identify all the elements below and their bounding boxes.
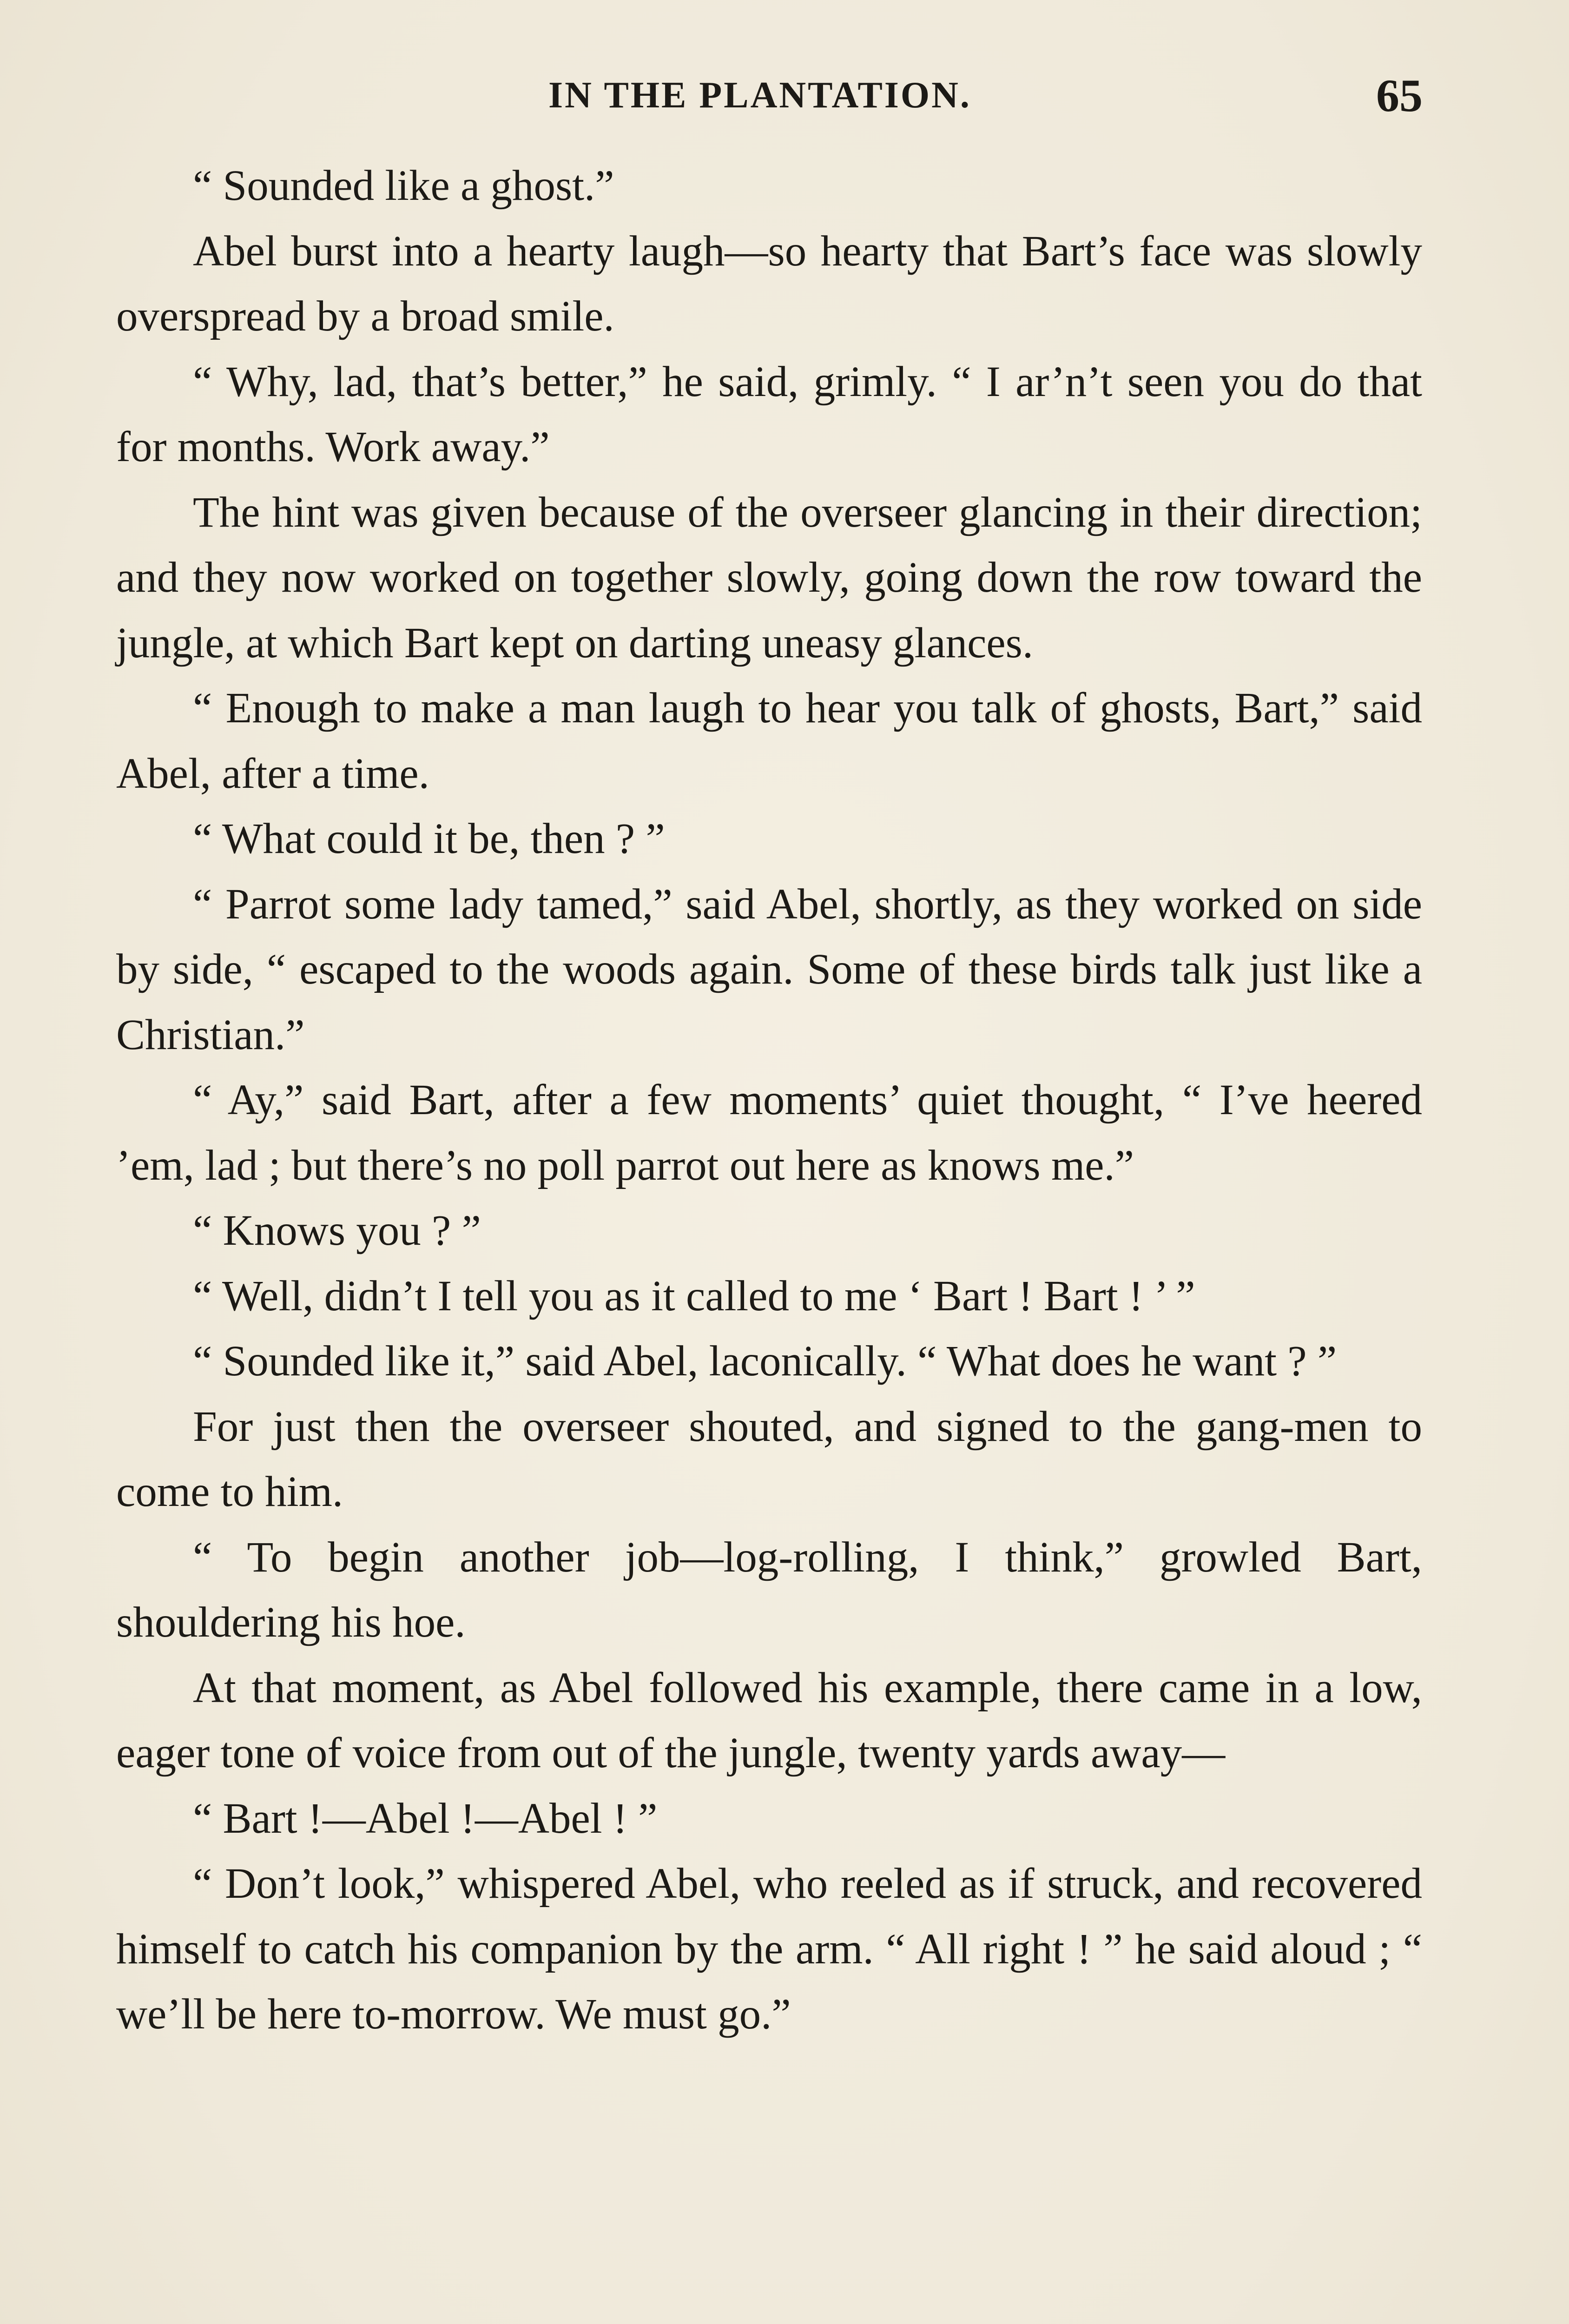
paragraph: “ Parrot some lady tamed,” said Abel, shortly, as they worked on side by side, “ escaped to the woods again. Some of these birds talk just like a Christian.” bbox=[116, 880, 1422, 1059]
paragraph: “ Bart !—Abel !—Abel ! ” bbox=[193, 1794, 658, 1842]
paragraph: “ What could it be, then ? ” bbox=[193, 815, 665, 863]
paragraph: “ Sounded like it,” said Abel, laconically. “ What does he want ? ” bbox=[193, 1337, 1337, 1385]
paragraph: “ Knows you ? ” bbox=[193, 1207, 481, 1254]
paragraph: “ Why, lad, that’s better,” he said, grimly. “ I ar’n’t seen you do that for months. Work away.” bbox=[116, 357, 1422, 471]
paragraph: The hint was given because of the overseer glancing in their direction; and they now worked on together slowly, going down the row toward the jungle, at which Bart kept on darting uneasy glances. bbox=[116, 488, 1422, 667]
paragraph: “ Ay,” said Bart, after a few moments’ quiet thought, “ I’ve heered ’em, lad ; but there’s no poll parrot out here as knows me.” bbox=[116, 1076, 1422, 1189]
paragraph: At that moment, as Abel followed his example, there came in a low, eager tone of voice from out of the jungle, twenty yards away— bbox=[116, 1664, 1422, 1777]
body-text bbox=[116, 153, 1422, 2047]
page-number: 65 bbox=[1376, 70, 1423, 121]
paragraph: “ Enough to make a man laugh to hear you talk of ghosts, Bart,” said Abel, after a time. bbox=[116, 684, 1422, 798]
paragraph: “ To begin another job—log-rolling, I think,” growled Bart, shouldering his hoe. bbox=[116, 1533, 1422, 1646]
paragraph: “ Sounded like a ghost.” bbox=[193, 162, 614, 210]
paragraph: Abel burst into a hearty laugh—so hearty that Bart’s face was slowly overspread by a broad smile. bbox=[116, 227, 1422, 340]
running-head: IN THE PLANTATION. bbox=[548, 75, 971, 116]
paragraph: “ Well, didn’t I tell you as it called to me ‘ Bart ! Bart ! ’ ” bbox=[193, 1272, 1195, 1320]
paragraph: “ Don’t look,” whispered Abel, who reeled as if struck, and recovered himself to catch his companion by the arm. “ All right ! ” he said aloud ; “ we’ll be here to-morrow. We must go.” bbox=[116, 1860, 1422, 2038]
paragraph: For just then the overseer shouted, and signed to the gang-men to come to him. bbox=[116, 1402, 1422, 1516]
